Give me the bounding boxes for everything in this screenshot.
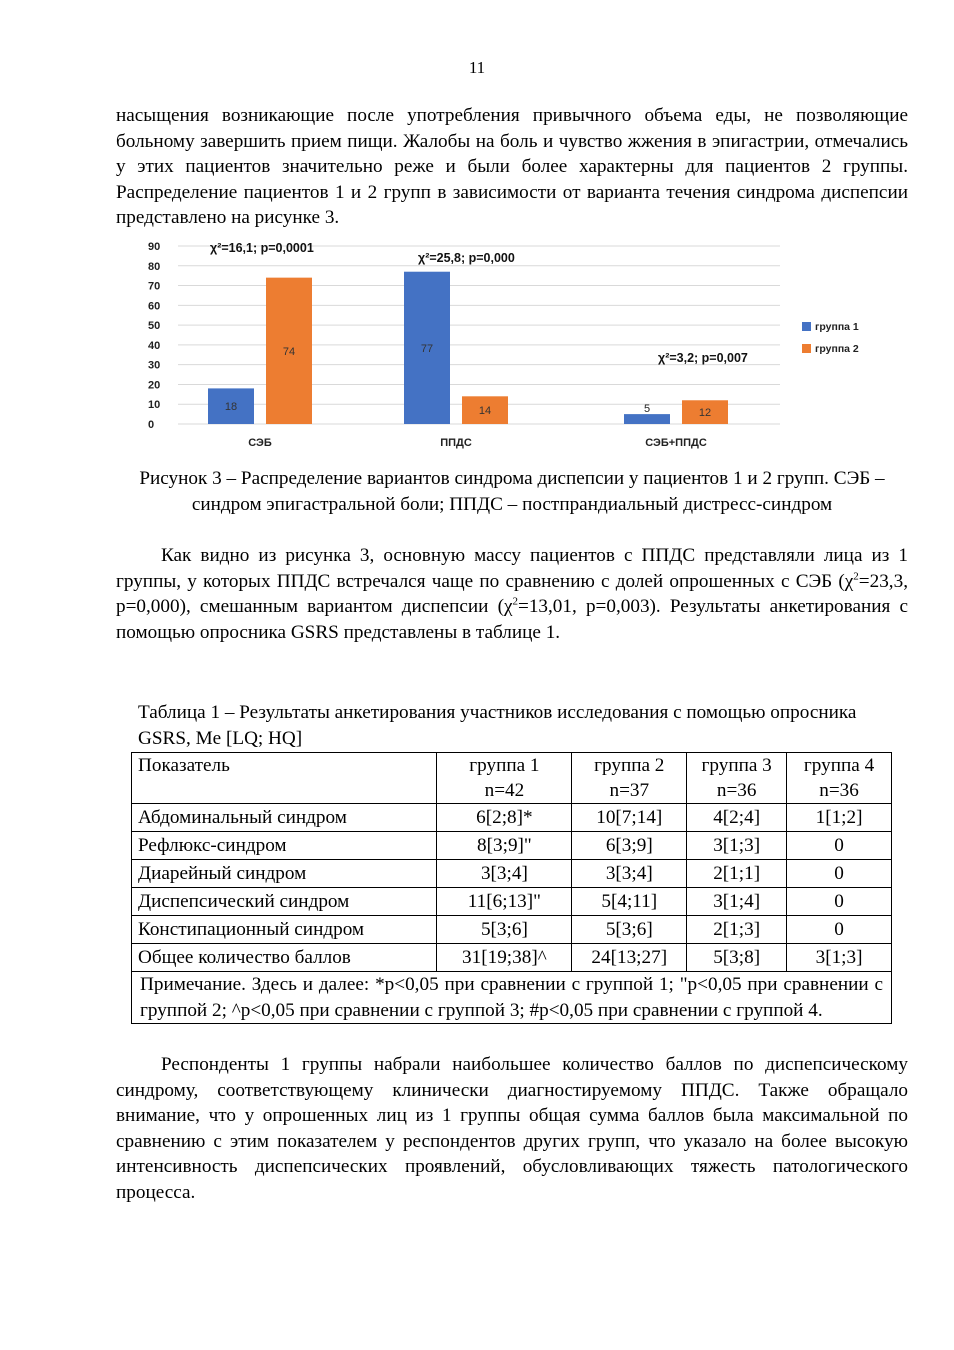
paragraph-results-part2: =23,3, р=0,000), смешанным вариантом диспепсии (χ <box>116 570 908 618</box>
category-label: СЭБ+ППДС <box>645 437 707 449</box>
header-group-2: группа 2 n=37 <box>572 753 687 804</box>
table-cell: 4[2;4] <box>687 804 787 832</box>
table-cell: 0 <box>787 888 892 916</box>
table-cell: 11[6;13]" <box>437 888 572 916</box>
table-cell: 10[7;14] <box>572 804 687 832</box>
y-tick-label: 50 <box>148 320 161 333</box>
row-label: Рефлюкс-синдром <box>132 832 437 860</box>
table-cell: 0 <box>787 832 892 860</box>
page-number: 11 <box>468 58 486 77</box>
y-tick-label: 40 <box>148 339 161 352</box>
table-cell: 3[3;4] <box>572 860 687 888</box>
chi-superscript-2: 2 <box>512 595 518 608</box>
row-label: Констипационный синдром <box>132 916 437 944</box>
table-cell: 3[3;4] <box>437 860 572 888</box>
row-label: Диспепсический синдром <box>132 888 437 916</box>
header-group-1: группа 1 n=42 <box>437 753 572 804</box>
y-tick-label: 60 <box>148 300 161 313</box>
legend-swatch <box>802 322 811 331</box>
category-label: ППДС <box>440 437 472 449</box>
table-cell: 31[19;38]^ <box>437 944 572 972</box>
legend-swatch <box>802 344 811 353</box>
table-cell: 5[3;6] <box>572 916 687 944</box>
table-cell: 6[2;8]* <box>437 804 572 832</box>
paragraph-conclusion: Респонденты 1 группы набрали наибольшее количество баллов по диспепсическому синдрому, соответствующему клинически диагностируемому ППДС. Также обращало внимание, что у опрошенных лиц из 1 группы общая сумма баллов была максимальной по сравнению с этим показателем у респондентов других групп, что указало на более высокую интенсивность диспепсических проявлений, обусловливающих тяжесть патологического процесса. <box>116 1054 908 1203</box>
y-tick-label: 20 <box>148 379 161 392</box>
chi-square-annotation: χ²=3,2; p=0,007 <box>658 351 748 365</box>
y-tick-label: 30 <box>148 359 161 372</box>
y-tick-label: 0 <box>148 419 155 431</box>
table-cell: 2[1;3] <box>687 916 787 944</box>
paragraph-results-part1: Как видно из рисунка 3, основную массу пациентов с ППДС представляли лица из 1 группы, у которых ППДС встречался чаще по сравнению с долей опрошенных с СЭБ (χ <box>116 545 908 592</box>
table-row <box>132 804 892 832</box>
table-cell: 1[1;2] <box>787 804 892 832</box>
data-label: 77 <box>420 342 434 355</box>
y-tick-label: 90 <box>148 241 161 253</box>
table-cell: 2[1;1] <box>687 860 787 888</box>
figure-caption: Рисунок 3 – Распределение вариантов синдрома диспепсии у пациентов 1 и 2 групп. СЭБ – синдром эпигастральной боли; ППДС – постпрандиальный дистресс-синдром <box>139 468 885 515</box>
legend-label: группа 2 <box>815 343 859 355</box>
data-label: 18 <box>224 401 238 414</box>
table-note: Примечание. Здесь и далее: *p<0,05 при сравнении с группой 1; "p<0,05 при сравнении с группой 2; ^p<0,05 при сравнении с группой 3; #p<0,05 при сравнении с группой 4. <box>132 972 892 1024</box>
table-row <box>132 916 892 944</box>
table-row <box>132 944 892 972</box>
gsrs-table <box>131 752 892 1024</box>
table-cell: 5[3;6] <box>437 916 572 944</box>
data-label: 74 <box>282 345 296 358</box>
table-row <box>132 888 892 916</box>
table-title: Таблица 1 – Результаты анкетирования участников исследования с помощью опросника GSRS, Me [LQ; HQ] <box>138 702 857 749</box>
category-label: СЭБ <box>248 437 272 449</box>
chart-svg <box>140 238 880 456</box>
bar-chart-figure-3 <box>140 238 880 456</box>
table-cell: 6[3;9] <box>572 832 687 860</box>
table-row <box>132 832 892 860</box>
table-cell: 0 <box>787 860 892 888</box>
table-cell: 8[3;9]" <box>437 832 572 860</box>
data-label: 5 <box>643 403 651 416</box>
legend-label: группа 1 <box>815 321 859 333</box>
paragraph-results <box>116 543 908 645</box>
chi-square-annotation: χ²=25,8; p=0,000 <box>418 251 515 265</box>
row-label: Диарейный синдром <box>132 860 437 888</box>
row-label: Абдоминальный синдром <box>132 804 437 832</box>
data-label: 14 <box>478 405 492 418</box>
row-label: Общее количество баллов <box>132 944 437 972</box>
y-tick-label: 80 <box>148 260 161 273</box>
bar-1-3 <box>624 414 670 424</box>
header-group-3: группа 3 n=36 <box>687 753 787 804</box>
table-cell: 0 <box>787 916 892 944</box>
table-note-row <box>132 972 892 1024</box>
paragraph-results-part3: =13,01, р=0,003). Результаты анкетирования с помощью опросника GSRS представлены в таблице 1. <box>116 596 909 643</box>
chi-superscript-1: 2 <box>853 570 859 583</box>
header-indicator: Показатель <box>132 753 437 804</box>
table-header-row <box>132 753 892 804</box>
table-cell: 3[1;3] <box>687 832 787 860</box>
y-tick-label: 70 <box>148 280 161 293</box>
data-label: 12 <box>698 407 712 420</box>
table-cell: 5[3;8] <box>687 944 787 972</box>
table-cell: 3[1;4] <box>687 888 787 916</box>
table-row <box>132 860 892 888</box>
y-tick-label: 10 <box>148 399 161 412</box>
paragraph-intro: насыщения возникающие после употребления привычного объема еды, не позволяющие больному завершить прием пищи. Жалобы на боль и чувство жжения в эпигастрии, отмечались у этих пациентов значительно реже и были более характерны для пациентов 2 группы. Распределение пациентов 1 и 2 групп в зависимости от варианта течения синдрома диспепсии представлено на рисунке 3. <box>116 105 908 229</box>
table-cell: 5[4;11] <box>572 888 687 916</box>
table-cell: 24[13;27] <box>572 944 687 972</box>
table-cell: 3[1;3] <box>787 944 892 972</box>
chi-square-annotation: χ²=16,1; p=0,0001 <box>210 241 314 255</box>
header-group-4: группа 4 n=36 <box>787 753 892 804</box>
